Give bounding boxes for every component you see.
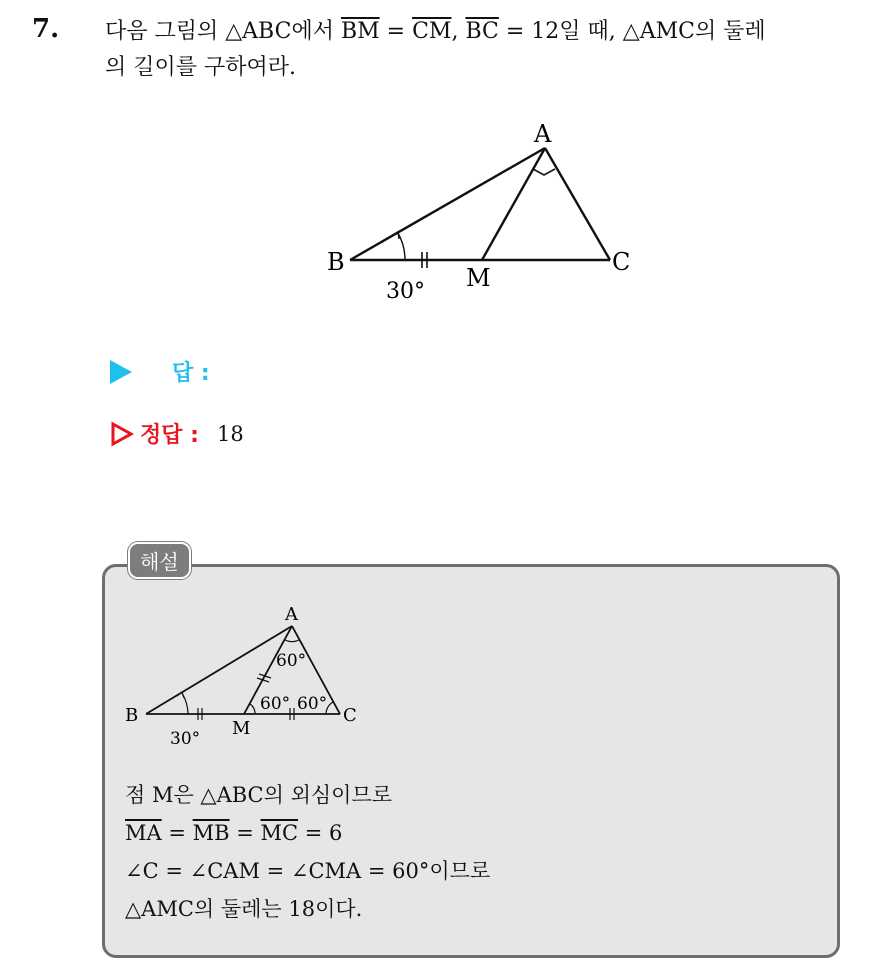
solution-tag: 해설 bbox=[128, 542, 191, 579]
angle-m-label: 60° bbox=[260, 694, 291, 714]
vertex-m-label: M bbox=[232, 718, 251, 739]
correct-answer-label: 정답 : bbox=[140, 423, 199, 448]
angle-a-label: 60° bbox=[276, 651, 307, 671]
angle-arc-a bbox=[285, 640, 299, 642]
equals-value: = 6 bbox=[298, 821, 343, 845]
angle-c-label: 60° bbox=[297, 694, 328, 714]
segment-cm: $\overline{CM}$ bbox=[412, 19, 452, 44]
vertex-a-label: A bbox=[285, 604, 298, 625]
vertex-m-label: M bbox=[466, 264, 491, 292]
answer-label: 답 : bbox=[172, 361, 210, 386]
question-number: 7. bbox=[32, 14, 60, 44]
vertex-b-label: B bbox=[125, 705, 139, 726]
segment-bc: $\overline{BC}$ bbox=[465, 19, 499, 44]
correct-answer-value: 18 bbox=[216, 421, 244, 446]
equals: = bbox=[229, 821, 261, 845]
segment-mc: $\overline{MC}$ bbox=[260, 821, 299, 845]
question-line2: 의 길이를 구하여라. bbox=[105, 55, 296, 80]
side-ac bbox=[545, 148, 610, 260]
answer-row bbox=[110, 356, 210, 387]
segment-bm: $\overline{BM}$ bbox=[340, 19, 380, 44]
segment-ma: $\overline{MA}$ bbox=[125, 821, 162, 845]
side-ab bbox=[350, 148, 545, 260]
solution-line-2 bbox=[125, 814, 490, 852]
correct-answer-row bbox=[110, 418, 244, 449]
right-angle-mark bbox=[533, 169, 555, 175]
angle-b-label: 30° bbox=[170, 729, 201, 749]
vertex-c-label: C bbox=[343, 705, 357, 726]
solution-line-3: ∠C = ∠CAM = ∠CMA = 60°이므로 bbox=[125, 859, 491, 883]
question-text bbox=[105, 14, 865, 86]
angle-arc-m bbox=[250, 704, 255, 714]
equals: = bbox=[379, 19, 413, 44]
vertex-b-label: B bbox=[327, 248, 345, 276]
question-line1-start: 다음 그림의 △ABC에서 bbox=[105, 19, 341, 44]
angle-arrow-b bbox=[177, 692, 184, 698]
question-line1-end: = 12일 때, △AMC의 둘레 bbox=[498, 19, 766, 44]
solution-text bbox=[125, 776, 490, 928]
angle-b-label: 30° bbox=[386, 279, 425, 304]
angle-arrow-b bbox=[392, 232, 399, 239]
vertex-a-label: A bbox=[534, 120, 552, 148]
triangle-figure bbox=[320, 118, 650, 308]
vertex-c-label: C bbox=[612, 248, 631, 276]
segment-mb: $\overline{MB}$ bbox=[192, 821, 230, 845]
solution-figure bbox=[118, 604, 368, 754]
equals: = bbox=[161, 821, 193, 845]
solution-line-4: △AMC의 둘레는 18이다. bbox=[125, 897, 363, 921]
play-outline-icon bbox=[110, 421, 134, 447]
play-icon bbox=[110, 360, 132, 384]
comma: , bbox=[451, 19, 466, 44]
solution-line-1: 점 M은 △ABC의 외심이므로 bbox=[125, 783, 393, 807]
